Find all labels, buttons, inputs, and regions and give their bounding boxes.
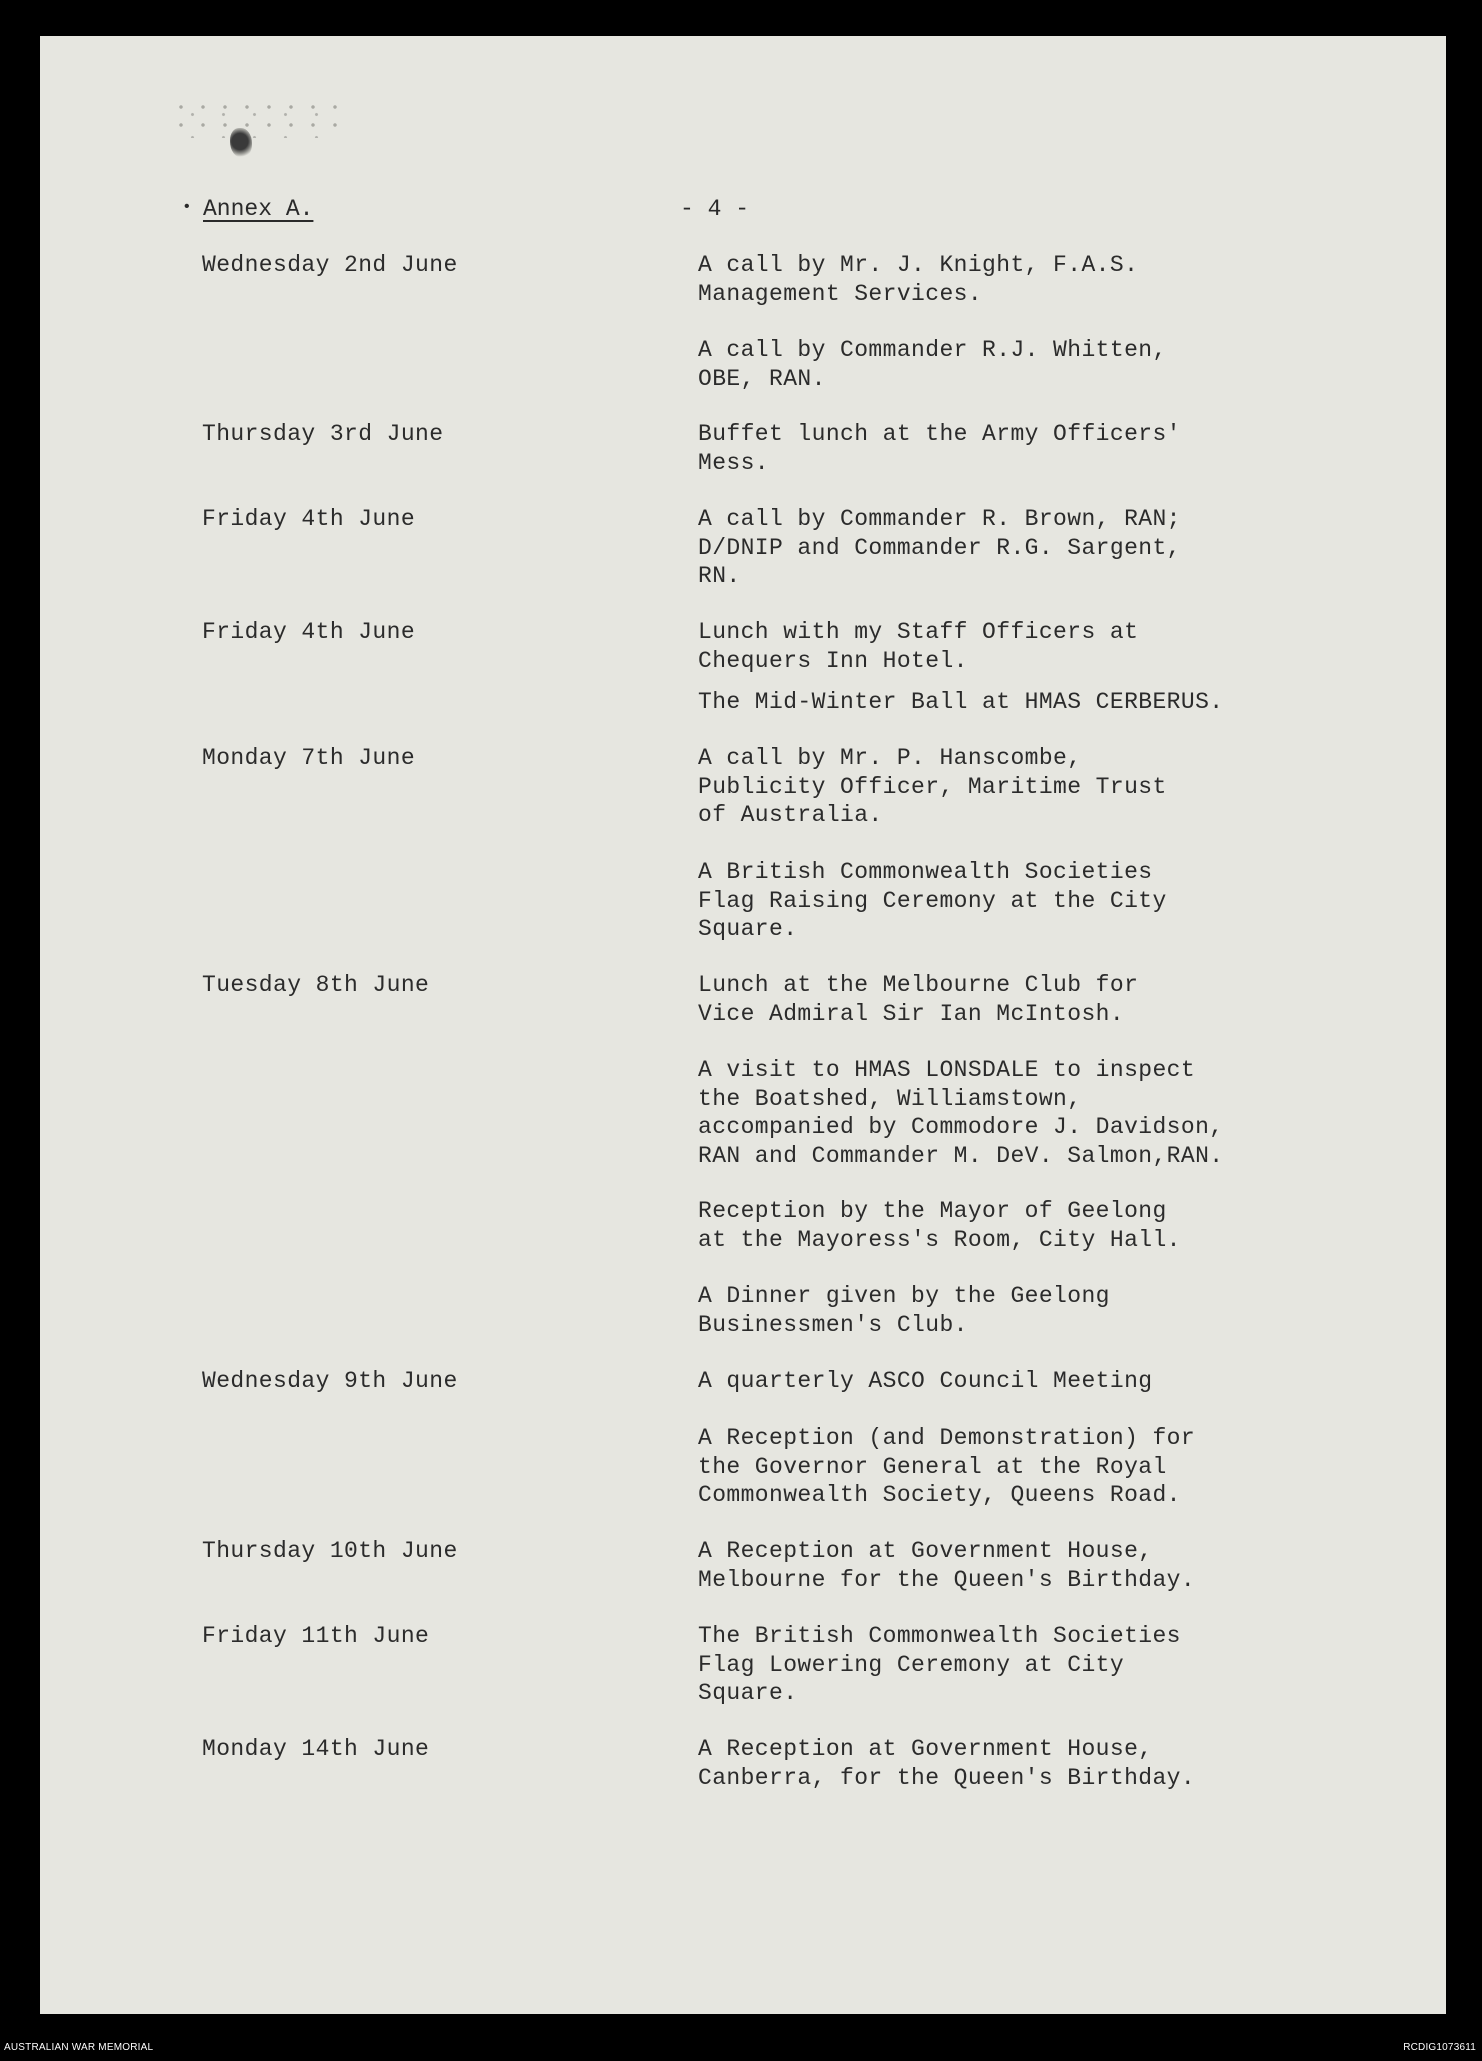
entry-event: Reception by the Mayor of Geelong at the Mayoress's Room, City Hall.	[698, 1198, 1181, 1253]
entry-event: The British Commonwealth Societies Flag Lowering Ceremony at City Square.	[698, 1623, 1181, 1706]
footer-record-id: RCDIG1073611	[1403, 2042, 1476, 2053]
document-page	[40, 36, 1446, 2014]
entry-date: Friday 4th June	[202, 506, 416, 532]
entry-event: A call by Commander R.J. Whitten, OBE, RAN.	[698, 337, 1167, 392]
entry-event: Buffet lunch at the Army Officers' Mess.	[698, 421, 1181, 476]
entry-date: Wednesday 2nd June	[202, 252, 458, 278]
entry-event: A visit to HMAS LONSDALE to inspect the Boatshed, Williamstown, accompanied by Commodore J. Davidson, RAN and Commander M. DeV. Salmon,RAN.	[698, 1057, 1224, 1169]
entry-date: Monday 14th June	[202, 1736, 430, 1762]
entry-date: Monday 7th June	[202, 745, 416, 771]
annex-label: Annex A.	[203, 196, 314, 222]
entry-date: Thursday 3rd June	[202, 421, 444, 447]
entry-date: Thursday 10th June	[202, 1538, 458, 1564]
entry-date: Wednesday 9th June	[202, 1368, 458, 1394]
entry-date: Friday 4th June	[202, 619, 416, 645]
page-header	[40, 196, 1446, 236]
entry-date: Friday 11th June	[202, 1623, 430, 1649]
footer-archive-name: AUSTRALIAN WAR MEMORIAL	[4, 2042, 154, 2053]
annex-bullet-mark: •	[182, 198, 192, 216]
entry-event: A British Commonwealth Societies Flag Raising Ceremony at the City Square.	[698, 859, 1167, 942]
entry-event: A quarterly ASCO Council Meeting	[698, 1368, 1153, 1394]
punch-hole-specks	[170, 98, 340, 138]
entry-event: A Reception at Government House, Canberra, for the Queen's Birthday.	[698, 1736, 1196, 1791]
entry-event: Lunch at the Melbourne Club for Vice Admiral Sir Ian McIntosh.	[698, 972, 1139, 1027]
entry-event: The Mid-Winter Ball at HMAS CERBERUS.	[698, 689, 1224, 715]
entry-event: A call by Commander R. Brown, RAN; D/DNIP and Commander R.G. Sargent, RN.	[698, 506, 1181, 589]
punch-hole-mark	[230, 128, 252, 158]
entry-event: A Dinner given by the Geelong Businessmen's Club.	[698, 1283, 1110, 1338]
page-number: - 4 -	[680, 196, 750, 222]
entry-event: A call by Mr. J. Knight, F.A.S. Management Services.	[698, 252, 1139, 307]
entry-date: Tuesday 8th June	[202, 972, 430, 998]
entry-event: Lunch with my Staff Officers at Chequers Inn Hotel.	[698, 619, 1139, 674]
entry-event: A call by Mr. P. Hanscombe, Publicity Officer, Maritime Trust of Australia.	[698, 745, 1167, 828]
entry-event: A Reception at Government House, Melbourne for the Queen's Birthday.	[698, 1538, 1196, 1593]
entry-event: A Reception (and Demonstration) for the Governor General at the Royal Commonwealth Society, Queens Road.	[698, 1425, 1196, 1508]
